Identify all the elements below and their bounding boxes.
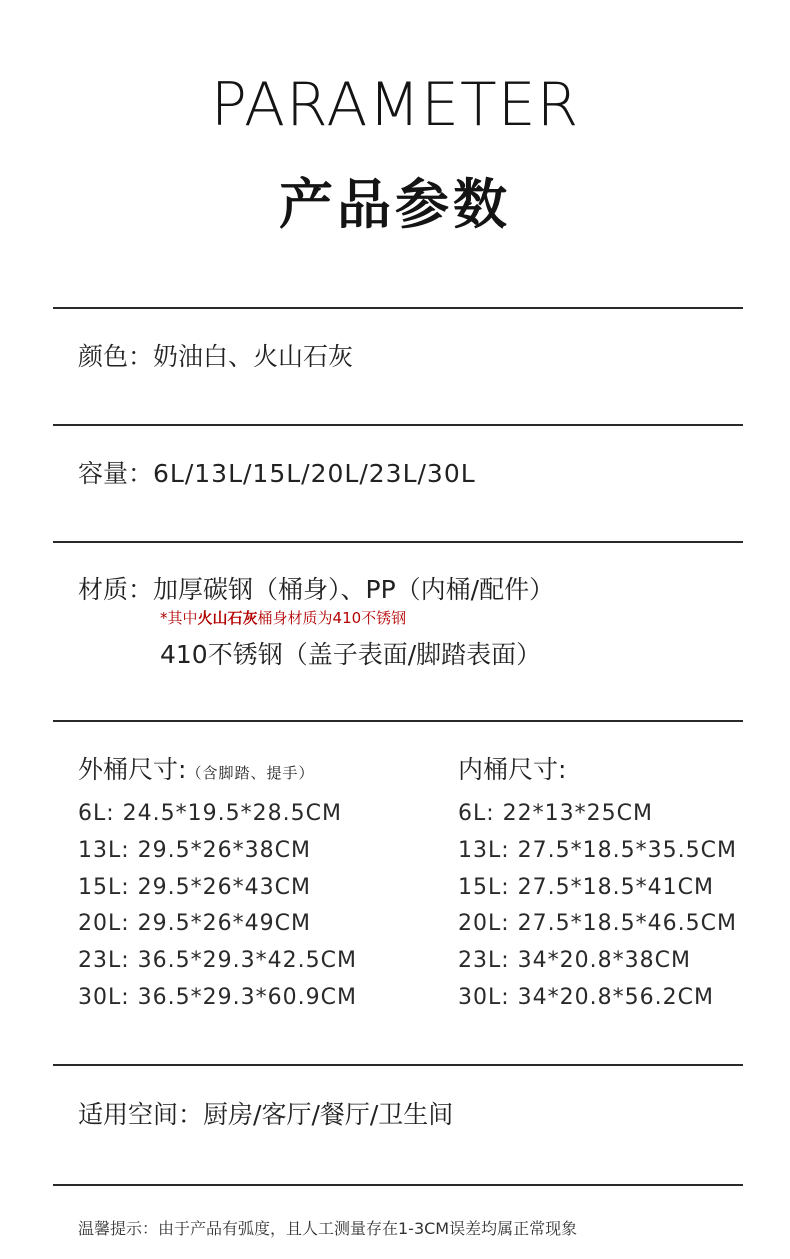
outer-size-label: 外桶尺寸: — [78, 755, 187, 784]
list-item: 23L: 36.5*29.3*42.5CM — [78, 948, 357, 974]
material-row — [78, 570, 554, 606]
divider — [53, 307, 743, 309]
list-item: 20L: 29.5*26*49CM — [78, 911, 311, 937]
inner-size-list — [458, 796, 737, 1017]
list-item: 30L: 34*20.8*56.2CM — [458, 984, 714, 1010]
outer-size-heading — [78, 750, 314, 786]
outer-size-list — [78, 796, 357, 1017]
page-title-en: PARAMETER — [210, 70, 580, 140]
divider — [53, 720, 743, 722]
divider — [53, 424, 743, 426]
inner-size-heading: 内桶尺寸: — [458, 755, 567, 784]
material-note — [160, 607, 406, 628]
outer-size-note: （含脚踏、提手） — [186, 764, 315, 782]
material-label: 材质： — [78, 575, 154, 604]
material-note-prefix: *其中 — [160, 609, 198, 627]
capacity-label: 容量： — [78, 459, 154, 488]
usage-label: 适用空间： — [78, 1100, 204, 1129]
list-item: 13L: 29.5*26*38CM — [78, 837, 311, 863]
capacity-value: 6L/13L/15L/20L/23L/30L — [153, 459, 476, 488]
color-label: 颜色： — [78, 342, 154, 371]
capacity-row — [78, 454, 476, 490]
divider — [53, 541, 743, 543]
divider — [53, 1184, 743, 1186]
list-item: 6L: 24.5*19.5*28.5CM — [78, 801, 342, 826]
material-value: 加厚碳钢（桶身）、PP（内桶/配件） — [153, 575, 555, 604]
list-item: 13L: 27.5*18.5*35.5CM — [458, 837, 737, 863]
divider — [53, 1064, 743, 1066]
list-item: 20L: 27.5*18.5*46.5CM — [458, 911, 737, 937]
page-title-cn: 产品参数 — [279, 173, 511, 236]
list-item: 6L: 22*13*25CM — [458, 801, 653, 826]
material-note-suffix: 桶身材质为410不锈钢 — [257, 609, 407, 627]
list-item: 30L: 36.5*29.3*60.9CM — [78, 984, 357, 1010]
footer-note: 温馨提示：由于产品有弧度，且人工测量存在1-3CM误差均属正常现象 — [78, 1219, 578, 1238]
usage-row — [78, 1095, 453, 1131]
list-item: 15L: 27.5*18.5*41CM — [458, 874, 714, 900]
color-value: 奶油白、火山石灰 — [153, 342, 354, 371]
usage-value: 厨房/客厅/餐厅/卫生间 — [203, 1100, 454, 1129]
color-row — [78, 337, 353, 373]
list-item: 15L: 29.5*26*43CM — [78, 874, 311, 900]
list-item: 23L: 34*20.8*38CM — [458, 948, 691, 974]
material-note-highlight: 火山石灰 — [197, 609, 258, 627]
material-line2: 410不锈钢（盖子表面/脚踏表面） — [160, 640, 542, 669]
